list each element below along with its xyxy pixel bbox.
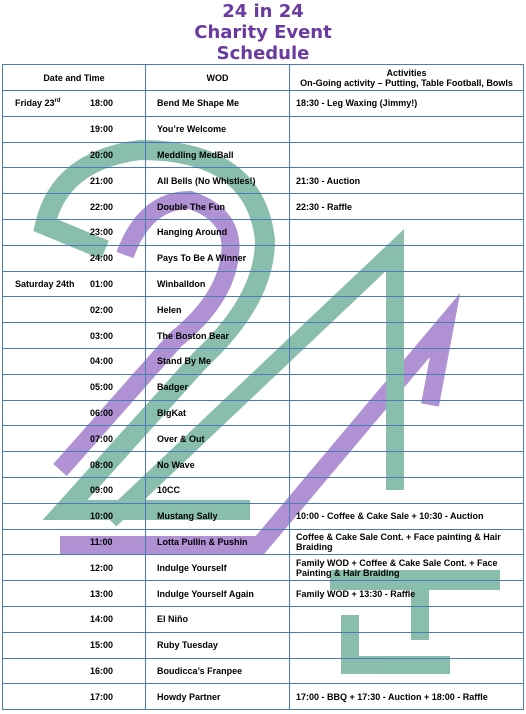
title-line-1: 24 in 24 (222, 1, 304, 22)
activity-cell (290, 116, 524, 142)
wod-cell: Meddling MedBall (146, 142, 290, 168)
wod-cell: Pays To Be A Winner (146, 245, 290, 271)
time-label: 22:00 (90, 201, 114, 212)
activity-cell: 21:30 - Auction (290, 168, 524, 194)
time-label: 16:00 (90, 665, 114, 676)
schedule-row (3, 245, 524, 271)
date-time-cell (3, 426, 146, 452)
schedule-row (3, 219, 524, 245)
wod-cell: El Niño (146, 606, 290, 632)
wod-cell: Lotta Pullin & Pushin (146, 529, 290, 555)
time-label: 15:00 (90, 640, 114, 651)
date-time-cell (3, 271, 146, 297)
date-time-cell (3, 116, 146, 142)
schedule-row (3, 658, 524, 684)
time-label: 02:00 (90, 304, 114, 315)
schedule-row (3, 503, 524, 529)
header-activities-title: Activities (386, 67, 427, 78)
time-label: 06:00 (90, 407, 114, 418)
wod-cell: No Wave (146, 452, 290, 478)
schedule-rows (3, 91, 524, 710)
activity-cell: 18:30 - Leg Waxing (Jimmy!) (290, 91, 524, 117)
activity-cell (290, 400, 524, 426)
schedule-row (3, 142, 524, 168)
schedule-row (3, 684, 524, 710)
wod-cell: Howdy Partner (146, 684, 290, 710)
date-time-cell (3, 477, 146, 503)
title-line-3: Schedule (216, 43, 310, 64)
date-time-cell (3, 400, 146, 426)
time-label: 19:00 (90, 124, 114, 135)
time-label: 12:00 (90, 562, 114, 573)
wod-cell: The Boston Bear (146, 323, 290, 349)
date-time-cell (3, 297, 146, 323)
date-time-cell (3, 245, 146, 271)
schedule-row (3, 348, 524, 374)
time-label: 08:00 (90, 459, 114, 470)
schedule-row (3, 297, 524, 323)
date-time-cell (3, 219, 146, 245)
header-date-time: Date and Time (3, 65, 146, 91)
schedule-row (3, 194, 524, 220)
schedule-row (3, 477, 524, 503)
activity-cell (290, 426, 524, 452)
date-time-cell (3, 658, 146, 684)
time-label: 05:00 (90, 382, 114, 393)
date-time-cell (3, 348, 146, 374)
activity-cell (290, 348, 524, 374)
schedule-row (3, 323, 524, 349)
time-label: 24:00 (90, 253, 114, 264)
wod-cell: Stand By Me (146, 348, 290, 374)
date-time-cell (3, 581, 146, 607)
schedule-row (3, 271, 524, 297)
schedule-row (3, 452, 524, 478)
activity-cell (290, 606, 524, 632)
day-suffix: rd (54, 98, 61, 105)
wod-cell: Winballdon (146, 271, 290, 297)
date-time-cell (3, 606, 146, 632)
wod-cell: You’re Welcome (146, 116, 290, 142)
schedule-row (3, 529, 524, 555)
activity-cell: 22:30 - Raffle (290, 194, 524, 220)
day-label (15, 98, 61, 108)
time-label: 21:00 (90, 175, 114, 186)
header-wod: WOD (146, 65, 290, 91)
activity-cell: Family WOD + Coffee & Cake Sale Cont. + Face Painting & Hair Braiding (290, 555, 524, 581)
schedule-row (3, 374, 524, 400)
title-line-2: Charity Event (194, 22, 332, 43)
time-label: 04:00 (90, 356, 114, 367)
activity-cell (290, 452, 524, 478)
date-time-cell (3, 555, 146, 581)
wod-cell: Helen (146, 297, 290, 323)
date-time-cell (3, 374, 146, 400)
wod-cell: Hanging Around (146, 219, 290, 245)
activity-cell (290, 219, 524, 245)
activity-cell (290, 245, 524, 271)
time-label: 14:00 (90, 614, 114, 625)
time-label: 07:00 (90, 433, 114, 444)
date-time-cell (3, 452, 146, 478)
date-time-cell (3, 142, 146, 168)
activity-cell: Family WOD + 13:30 - Raffle (290, 581, 524, 607)
activity-cell (290, 271, 524, 297)
activity-cell: 17:00 - BBQ + 17:30 - Auction + 18:00 - Raffle (290, 684, 524, 710)
time-label: 18:00 (90, 98, 114, 109)
wod-cell: Over & Out (146, 426, 290, 452)
activity-cell (290, 142, 524, 168)
schedule-row (3, 400, 524, 426)
time-label: 03:00 (90, 330, 114, 341)
wod-cell: BigKat (146, 400, 290, 426)
day-label: Saturday 24th (15, 278, 75, 289)
time-label: 23:00 (90, 227, 114, 238)
wod-cell: Indulge Yourself (146, 555, 290, 581)
schedule-row (3, 116, 524, 142)
activity-cell (290, 297, 524, 323)
wod-cell: Ruby Tuesday (146, 632, 290, 658)
header-activities (290, 65, 524, 91)
activity-cell (290, 632, 524, 658)
time-label: 10:00 (90, 511, 114, 522)
wod-cell: All Bells (No Whistles!) (146, 168, 290, 194)
activity-cell (290, 477, 524, 503)
schedule-row (3, 168, 524, 194)
schedule-row (3, 91, 524, 117)
day-label-text: Friday 23 (15, 98, 55, 109)
date-time-cell (3, 503, 146, 529)
wod-cell: Mustang Sally (146, 503, 290, 529)
time-label: 09:00 (90, 485, 114, 496)
activity-cell (290, 374, 524, 400)
time-label: 11:00 (90, 536, 113, 547)
date-time-cell (3, 91, 146, 117)
schedule-row (3, 426, 524, 452)
wod-cell: Bend Me Shape Me (146, 91, 290, 117)
activity-cell: 10:00 - Coffee & Cake Sale + 10:30 - Auction (290, 503, 524, 529)
wod-cell: Double The Fun (146, 194, 290, 220)
activity-cell: Coffee & Cake Sale Cont. + Face painting & Hair Braiding (290, 529, 524, 555)
time-label: 17:00 (90, 691, 114, 702)
activity-cell (290, 658, 524, 684)
wod-cell: Indulge Yourself Again (146, 581, 290, 607)
wod-cell: Badger (146, 374, 290, 400)
time-label: 01:00 (90, 278, 114, 289)
time-label: 20:00 (90, 149, 114, 160)
date-time-cell (3, 194, 146, 220)
date-time-cell (3, 632, 146, 658)
time-label: 13:00 (90, 588, 114, 599)
schedule-row (3, 581, 524, 607)
schedule-row (3, 606, 524, 632)
wod-cell: 10CC (146, 477, 290, 503)
schedule-row (3, 632, 524, 658)
activity-cell (290, 323, 524, 349)
schedule-row (3, 555, 524, 581)
header-activities-subtitle: On-Going activity – Putting, Table Football, Bowls (300, 77, 513, 88)
schedule-table (2, 64, 524, 710)
date-time-cell (3, 529, 146, 555)
date-time-cell (3, 684, 146, 710)
date-time-cell (3, 323, 146, 349)
date-time-cell (3, 168, 146, 194)
wod-cell: Boudicca’s Franpee (146, 658, 290, 684)
